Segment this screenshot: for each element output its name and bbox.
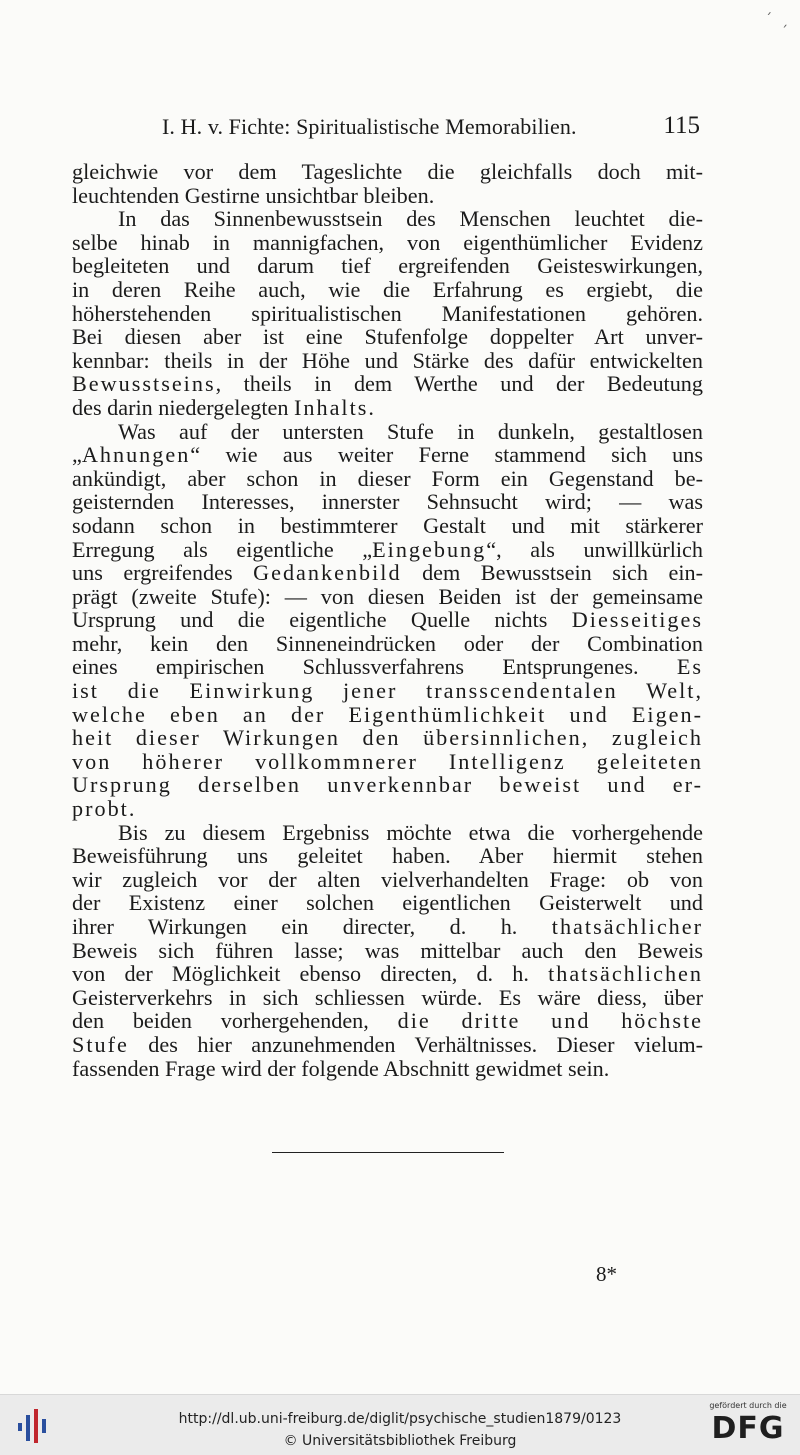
text-segment: des hier anzunehmenden Verhältnisses. Dieser vielum- [128, 1031, 703, 1057]
text-line: Bis zu diesem Ergebniss möchte etwa die vorhergehende [118, 819, 703, 845]
viewer-footer [0, 1394, 800, 1455]
text-line [72, 538, 703, 562]
spaced-emphasis: Inhalts [294, 394, 369, 420]
text-line: der Existenz einer solchen eigentlichen Geisterwelt und [72, 890, 703, 916]
text-line: in deren Reihe auch, wie die Erfahrung es ergiebt, die [72, 276, 703, 302]
text-line: Ursprung derselben unverkennbar beweist und er- [72, 772, 703, 798]
text-line: kennbar: theils in der Höhe und Stärke des dafür entwickelten [72, 347, 703, 373]
text-line: leuchtenden Gestirne unsichtbar bleiben. [72, 182, 435, 208]
scan-specks: ˊ ˏ [765, 12, 788, 28]
footer-copyright: © Universitätsbibliothek Freiburg [283, 1433, 517, 1449]
spaced-emphasis: Diesseitiges [571, 607, 703, 633]
section-end-rule [272, 1152, 504, 1153]
printer-signature: 8* [596, 1262, 617, 1286]
text-line: In das Sinnenbewusstsein des Menschen leuchtet die- [118, 206, 703, 232]
spaced-emphasis: Stufe [72, 1031, 129, 1057]
text-segment: Erregung als eigentliche „ [72, 536, 373, 562]
footer-url-link[interactable]: http://dl.ub.uni-freiburg.de/diglit/psychische_studien1879/0123 [178, 1411, 622, 1427]
text-line: heit dieser Wirkungen den übersinnlichen, zugleich [72, 725, 703, 751]
spaced-emphasis: Gedankenbild [253, 560, 402, 586]
text-line [72, 655, 703, 679]
text-segment: den beiden vorhergehenden, [72, 1008, 398, 1034]
text-line [72, 1009, 703, 1033]
text-segment: von der Möglichkeit ebenso directen, d. h. [72, 961, 549, 987]
text-line: welche eben an der Eigenthümlichkeit und Eigen- [72, 701, 703, 727]
text-line: von höherer vollkommnerer Intelligenz geleiteten [72, 748, 703, 774]
text-line [72, 608, 703, 632]
text-line: höherstehenden spiritualistischen Manifestationen gehören. [72, 300, 703, 326]
text-segment: „ [72, 442, 82, 468]
spaced-emphasis: Eingebung [372, 536, 487, 562]
spaced-emphasis: thatsächlicher [551, 914, 703, 939]
text-line: fassenden Frage wird der folgende Abschnitt gewidmet sein. [72, 1055, 610, 1081]
text-line [72, 396, 703, 420]
text-segment: uns ergreifendes [72, 560, 254, 586]
text-line: sodann schon in bestimmterer Gestalt und mit stärkerer [72, 512, 703, 538]
page-header [72, 114, 700, 144]
text-line [72, 372, 703, 396]
text-line: Geisterverkehrs in sich schliessen würde. Es wäre diess, über [72, 984, 703, 1010]
text-line: geisternden Interesses, innerster Sehnsucht wird; — was [72, 489, 703, 515]
text-line: Beweisführung uns geleitet haben. Aber hiermit stehen [72, 843, 703, 869]
text-line: prägt (zweite Stufe): — von diesen Beiden ist der gemeinsame [72, 583, 703, 609]
text-line [72, 962, 703, 986]
text-line: ankündigt, aber schon in dieser Form ein Gegenstand be- [72, 465, 703, 491]
text-segment: “ wie aus weiter Ferne stammend sich uns [190, 442, 703, 468]
text-line [72, 1033, 703, 1057]
spaced-emphasis: thatsächlichen [548, 961, 703, 987]
text-line: Bei diesen aber ist eine Stufenfolge doppelter Art unver- [72, 324, 703, 350]
funding-note: gefördert durch die [709, 1401, 787, 1410]
text-line: selbe hinab in mannigfachen, von eigenthümlicher Evidenz [72, 229, 703, 255]
text-line: gleichwie vor dem Tageslichte die gleichfalls doch mit- [72, 159, 703, 184]
text-line: begleiteten und darum tief ergreifenden Geisteswirkungen, [72, 253, 703, 279]
body-text [72, 160, 703, 1080]
text-line [72, 915, 703, 939]
text-line: mehr, kein den Sinneneindrücken oder der Combination [72, 630, 703, 656]
running-title: I. H. v. Fichte: Spiritualistische Memorabilien. [162, 114, 577, 139]
spaced-emphasis: Es [676, 654, 703, 680]
text-segment: “, als unwillkürlich [486, 536, 703, 562]
text-line [72, 561, 703, 585]
spaced-emphasis: die dritte und höchste [397, 1008, 703, 1034]
text-line: wir zugleich vor der alten vielverhandelten Frage: ob von [72, 866, 703, 892]
spaced-emphasis: Bewusstseins [72, 371, 216, 397]
text-line: Beweis sich führen lasse; was mittelbar auch den Beweis [72, 937, 703, 963]
text-line: Was auf der untersten Stufe in dunkeln, gestaltlosen [118, 418, 703, 444]
page-number: 115 [663, 112, 700, 139]
text-segment: des darin niedergelegten [72, 394, 294, 420]
text-segment: , theils in dem Werthe und der Bedeutung [215, 371, 703, 397]
spaced-emphasis: Ahnungen [81, 442, 191, 468]
text-segment: ihrer Wirkungen ein directer, d. h. [72, 914, 552, 939]
text-line: probt. [72, 796, 137, 822]
text-segment: . [368, 394, 374, 420]
dfg-logo[interactable]: DFG [711, 1411, 785, 1446]
text-segment: eines empirischen Schlussverfahrens Entsprungenes. [72, 654, 677, 680]
text-line [72, 443, 703, 467]
text-segment: dem Bewusstsein sich ein- [401, 560, 703, 586]
text-line: ist die Einwirkung jener transscendentalen Welt, [72, 678, 703, 704]
text-segment: Ursprung und die eigentliche Quelle nichts [72, 607, 572, 633]
